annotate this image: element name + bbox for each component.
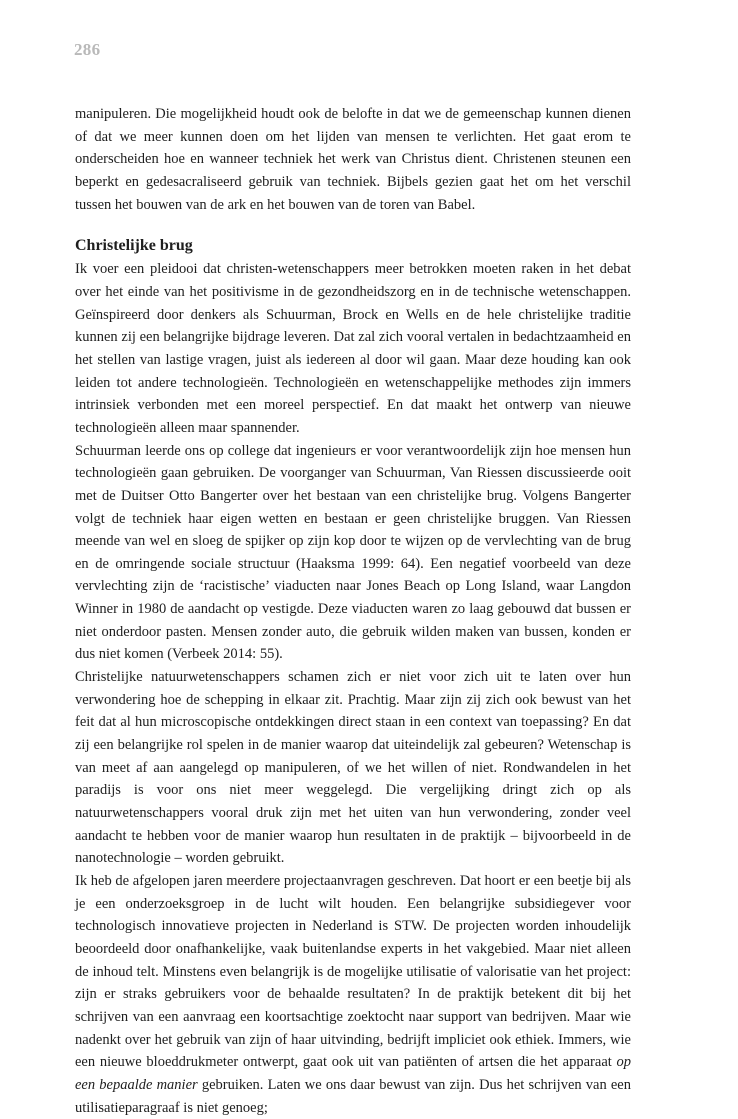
paragraph: Ik voer een pleidooi dat christen-wetenschappers meer betrokken moeten raken in het debat over het einde van het positivisme in de gezondheidszorg en in de technische wetenschappen. Geïnspireerd door denkers als Schuurman, Brock en Wells en de hele christelijke traditie kunnen zij een belangrijke bijdrage leveren. Dat zal zich vooral vertalen in bedachtzaamheid en het stellen van lastige vragen, juist als iedereen al door wil gaan. Maar deze houding kan ook leiden tot andere technologieën. Technologieën en wetenschappelijke methodes zijn immers intrinsiek verbonden met een moreel perspectief. En dat maakt het ontwerp van nieuwe technologieën alleen maar spannender. [75, 261, 631, 436]
paragraph: Schuurman leerde ons op college dat ingenieurs er voor verantwoordelijk zijn hoe mensen hun technologieën gaan gebruiken. De voorganger van Schuurman, Van Riessen discussieerde ooit met de Duitser Otto Bangerter over het bestaan van een christelijke brug. Volgens Bangerter volgt de techniek haar eigen wetten en bestaan er geen christelijke bruggen. Van Riessen meende van wel en sloeg de spijker op zijn kop door te wijzen op de vervlechting van de brug en de omringende sociale structuur (Haaksma 1999: 64). Een negatief voorbeeld van deze vervlechting zijn de ‘racistische’ viaducten naar Jones Beach op Long Island, waar Langdon Winner in 1980 de aandacht op vestigde. Deze viaducten waren zo laag gebouwd dat bussen er niet onderdoor pasten. Mensen zonder auto, die gebruik wilden maken van bussen, konden er dus niet komen (Verbeek 2014: 55). [75, 442, 631, 663]
paragraph-text: Ik heb de afgelopen jaren meerdere projectaanvragen geschreven. Dat hoort er een beetje bij als je een onderzoeksgroep in de lucht wilt houden. Een belangrijke subsidiegever voor technologisch innovatieve projecten in Nederland is STW. De projecten worden inhoudelijk beoordeeld door onafhankelijke, vaak buitenlandse experts in het vakgebied. Maar niet alleen de inhoud telt. Minstens even belangrijk is de mogelijke utilisatie of valorisatie van het project: zijn er straks gebruikers voor de behaalde resultaten? In de praktijk betekent dit bij het schrijven van een aanvraag een koortsachtige zoektocht naar support van bedrijven. Maar wie nadenkt over het gebruik van zijn of haar uitvinding, bedrijft impliciet ook ethiek. Immers, wie een nieuwe bloeddrukmeter ontwerpt, gaat ook uit van patiënten of artsen die het apparaat [75, 873, 631, 1071]
page-content [75, 103, 631, 1119]
paragraph [75, 870, 631, 1119]
page-number: 286 [74, 40, 101, 59]
emphasis-text: op een bepaalde manier [75, 1054, 631, 1093]
paragraph: Christelijke natuurwetenschappers schamen zich er niet voor zich uit te laten over hun verwondering hoe de schepping in elkaar zit. Prachtig. Maar zijn zij zich ook bewust van het feit dat al hun microscopische ontdekkingen direct staan in een context van toepassing? En dat zij een belangrijke rol spelen in de manier waarop dat uiteindelijk zal gebeuren? Wetenschap is van meet af aan aangelegd op manipuleren, of we het willen of niet. Rondwandelen in het paradijs is voor ons niet meer weggelegd. Die vergelijking dringt zich op als natuurwetenschappers vooral druk zijn met het uiten van hun verwondering, zonder veel aandacht te hebben voor de manier waarop hun resultaten in de praktijk – bijvoorbeeld in de nanotechnologie – worden gebruikt. [75, 669, 631, 867]
section-heading: Christelijke brug [75, 237, 193, 255]
paragraph-intro: manipuleren. Die mogelijkheid houdt ook de belofte in dat we de gemeenschap kunnen dienen of dat we meer kunnen doen om het lijden van mensen te verlichten. Het gaat erom te onderscheiden hoe en wanneer techniek het werk van Christus dient. Christenen steunen een beperkt en gedesacraliseerd gebruik van techniek. Bijbels gezien gaat het om het verschil tussen het bouwen van de ark en het bouwen van de toren van Babel. [75, 106, 631, 213]
paragraph-text: gebruiken. Laten we ons daar bewust van zijn. Dus het schrijven van een utilisatieparagraaf is niet genoeg; [75, 1076, 631, 1116]
